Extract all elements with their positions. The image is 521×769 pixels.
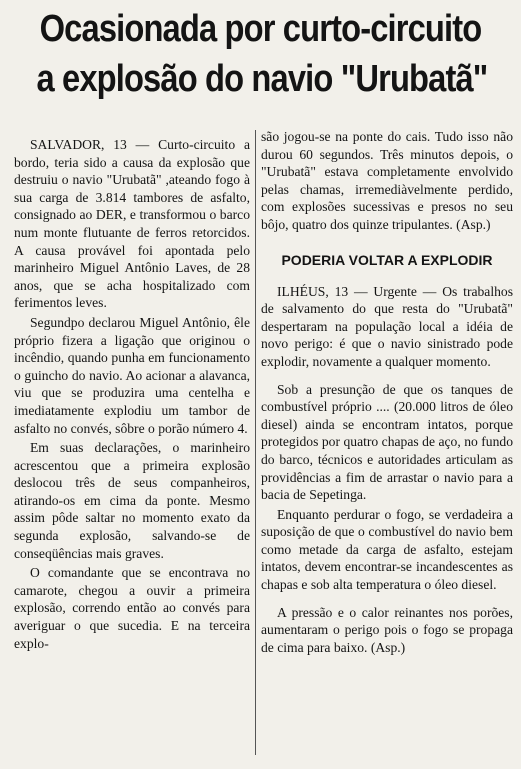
article-paragraph: Em suas declarações, o marinheiro acrescentou que a primeira explosão deslocou três de seus companheiros, atirando-os em cima da ponte. Mesmo assim pôde saltar no momento exato da segunda explosão, salvando-se de conseqüências mais graves. (14, 440, 250, 561)
article-paragraph: A pressão e o calor reinantes nos porões, aumentaram o perigo pois o fogo se propaga de cima para baixo. (Asp.) (261, 604, 513, 655)
article-paragraph: O comandante que se encontrava no camarote, chegou a ouvir a primeira explosão, correndo então ao convés para averiguar o que sucedia. E na terceira explo- (14, 565, 250, 651)
section-subhead: PODERIA VOLTAR A EXPLODIR (281, 251, 493, 268)
right-column (261, 128, 513, 656)
article-paragraph: Segundpo declarou Miguel Antônio, êle próprio fizera a ligação que originou o incêndio, quando punha em funcionamento o guincho do navio. Ao acionar a alavanca, viu que se produzira uma centelha e imediatamente explodiu um tambor de asfalto no convés, sôbre o porão número 4. (14, 314, 250, 436)
article-paragraph: Sob a presunção de que os tanques de combustível próprio .... (20.000 litros de óleo diesel) ainda se encontram intatos, porque protegidos por quatro chapas de aço, no fundo do barco, técnicos e autoridades articulam as providências a fim de arrastar o navio para a bacia de Sepetinga. (261, 381, 513, 503)
left-column (14, 136, 250, 652)
headline (36, 4, 488, 104)
article-paragraph: ILHÉUS, 13 — Urgente — Os trabalhos de salvamento do que resta do "Urubatã" despertaram na população local a idéia de novo perigo: é que o navio sinistrado pode explodir, novamente a qualquer momento. (261, 283, 513, 369)
headline-line-2: a explosão do navio "Urubatã" (36, 58, 488, 100)
headline-line-1: Ocasionada por curto-circuito (39, 8, 482, 50)
article-paragraph: SALVADOR, 13 — Curto-circuito a bordo, teria sido a causa da explosão que destruiu o navio "Urubatã" ,ateando fogo à sua carga de 3.814 tambores de asfalto, consignado ao DER, e transformou o barco num monte flutuante de ferros retorcidos. A causa provável foi apontada pelo marinheiro Miguel Antônio Laves, de 28 anos, que se acha hospitalizado com ferimentos leves. (14, 137, 250, 311)
article-continuation: são jogou-se na ponte do cais. Tudo isso não durou 60 segundos. Três minutos depois, o "Urubatã" estava completamente envolvido pelas chamas, irremediàvelmente perdido, com explosões sucessivas e presos no seu bôjo, quatro dos quinze tripulantes. (Asp.) (261, 129, 513, 232)
column-divider (255, 130, 256, 755)
article-paragraph: Enquanto perdurar o fogo, se verdadeira a suposição de que o combustível do navio bem como metade da carga de asfalto, estejam intatos, devem encontrar-se incandescentes as chapas e sob alta temperatura o óleo diesel. (261, 506, 513, 593)
